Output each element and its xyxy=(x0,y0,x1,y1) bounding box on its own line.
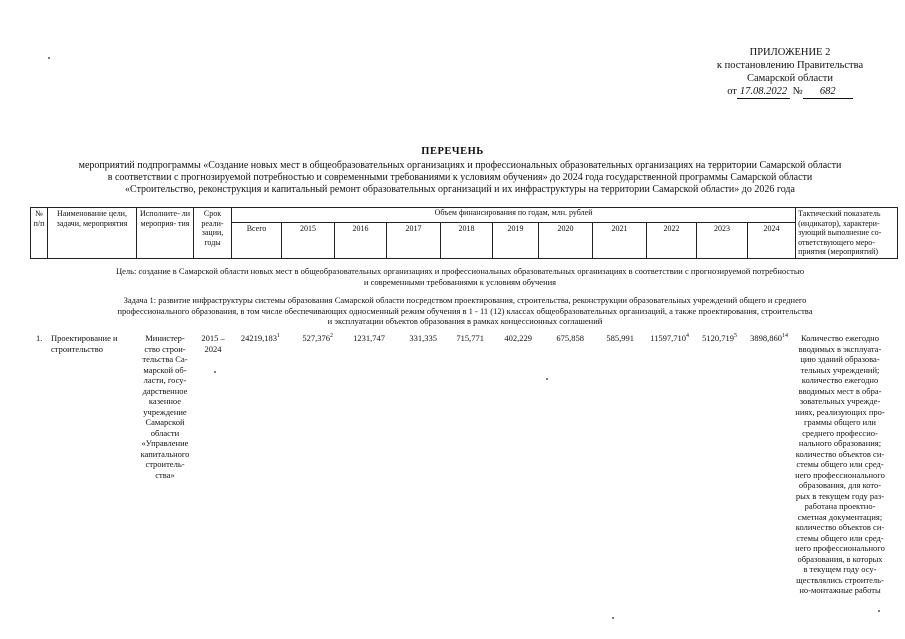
header-indicator: Тактический показатель (индикатор), характери- зующий выполнение со- ответствующего меро- приятия (мероприятий) xyxy=(796,208,898,259)
executor-line: строитель- xyxy=(145,459,185,469)
task-line-2: профессионального образования, в том числе обеспечивающих односменный режим обучения в 1 - 11 (12) классах общеобразовательных организаций, а также проектирования, строительства xyxy=(117,305,813,316)
header-col-year: 2020 xyxy=(539,222,593,258)
row-number: 1. xyxy=(36,333,43,343)
annex-date-line xyxy=(705,85,875,99)
number-prefix: № xyxy=(792,86,803,97)
goal-line-1: Цель: создание в Самарской области новых мест в общеобразовательных организациях и профессиональных образовательных организациях в соответствии с прогнозируемой потребностью xyxy=(115,266,805,276)
document-title: ПЕРЕЧЕНЬ xyxy=(421,146,484,157)
indicator-line: граммы общего или xyxy=(804,417,876,427)
value-2021: 585,991 xyxy=(606,333,634,343)
executor-line: «Управление xyxy=(141,438,189,448)
header-term: Срок реали- зации, годы xyxy=(194,208,232,259)
indicator-line: нального образования; xyxy=(798,438,882,448)
scan-speck xyxy=(214,371,216,373)
indicator-line: количество ежегодно xyxy=(801,375,879,385)
header-col-year: 2017 xyxy=(387,222,441,258)
value-2018: 715,771 xyxy=(456,333,484,343)
row-activity-name: Проектирование и строительство xyxy=(51,333,118,354)
indicator-line: вводимых мест в обра- xyxy=(798,385,882,396)
header-col-year: 2021 xyxy=(593,222,647,258)
header-num: № п/п xyxy=(31,208,48,259)
indicator-line: Количество ежегодно xyxy=(801,333,879,343)
annex-line-3: Самарской области xyxy=(747,73,833,84)
indicator-line: ниях, реализующих про- xyxy=(795,406,885,417)
annex-line-2: к постановлению Правительства xyxy=(716,60,864,71)
executor-line: капитального xyxy=(140,448,190,459)
handwritten-number: 682 xyxy=(803,85,853,99)
goal-statement xyxy=(60,266,860,287)
header-col-year: 2023 xyxy=(697,222,748,258)
header-table xyxy=(30,207,898,259)
value-2017: 331,335 xyxy=(409,333,437,343)
indicator-line: в текущем году осу- xyxy=(803,564,877,574)
indicator-line: образования, в которых xyxy=(797,553,883,564)
value-2015: 527,376$^2$ xyxy=(302,333,333,343)
header-col-year: 2024 xyxy=(748,222,796,258)
value-2020: 675,858 xyxy=(556,333,584,343)
term-line: 2024 xyxy=(204,343,222,354)
scan-speck xyxy=(612,617,614,619)
executor-line: Министер- xyxy=(145,333,185,343)
indicator-line: но-монтажные работы xyxy=(799,585,881,595)
indicator-line: сметная документация; xyxy=(797,511,883,522)
executor-line: ласти, госу- xyxy=(143,375,187,385)
executor-line: марской об- xyxy=(143,364,187,375)
annex-title: ПРИЛОЖЕНИЕ 2 xyxy=(749,47,831,58)
header-col-year: 2018 xyxy=(441,222,493,258)
indicator-line: стемы общего или сред- xyxy=(796,459,884,469)
subtitle-line-2: в соответствии с прогнозируемой потребностью и современными требованиями к условиям обучения» до 2024 года государственной программы Самарской области xyxy=(107,172,813,183)
value-2019: 402,229 xyxy=(504,333,532,343)
handwritten-date: 17.08.2022 xyxy=(737,85,790,99)
scan-speck xyxy=(48,57,50,59)
header-executor: Исполните- ли мероприя- тия xyxy=(137,208,194,259)
executor-line: казенное xyxy=(148,396,182,406)
annex-block xyxy=(705,46,875,99)
indicator-line: него профессионального xyxy=(795,469,885,480)
indicator-line: цию зданий образова- xyxy=(800,354,880,364)
row-indicator xyxy=(787,333,893,596)
indicator-line: образования, для кото- xyxy=(798,480,882,490)
header-col-year: 2019 xyxy=(493,222,539,258)
indicator-line: зовательных учрежде- xyxy=(799,396,881,406)
indicator-line: тельных учреждений; xyxy=(800,364,880,375)
value-2023: 5120,719$^5$ xyxy=(702,333,737,343)
scan-speck xyxy=(546,378,548,380)
subtitle-line-3: «Строительство, реконструкция и капитальный ремонт образовательных организаций и их инфраструктуры на территории Самарской области» до 2026 года xyxy=(125,184,795,195)
indicator-line: стемы общего или сред- xyxy=(796,532,884,543)
executor-line: тельства Са- xyxy=(142,354,188,364)
indicator-line: ществлялись строитель- xyxy=(796,574,884,585)
indicator-line: среднего профессио- xyxy=(802,427,878,438)
row-term xyxy=(198,333,228,354)
value-total: 24219,183$^1$ xyxy=(240,333,280,343)
executor-line: области xyxy=(150,427,180,438)
indicator-line: рых в текущем году раз- xyxy=(795,490,885,501)
task-statement xyxy=(70,295,860,327)
indicator-line: него профессионального xyxy=(795,543,885,553)
executor-line: ства» xyxy=(155,469,175,480)
header-col-year: 2015 xyxy=(282,222,335,258)
header-funding: Объем финансирования по годам, млн. рублей xyxy=(232,208,796,223)
row-executor xyxy=(136,333,194,480)
header-col-year: 2016 xyxy=(335,222,387,258)
header-col-year: 2022 xyxy=(647,222,697,258)
task-line-3: и эксплуатации объектов образования в рамках концессионных соглашений xyxy=(327,316,603,326)
executor-line: Самарской xyxy=(145,417,185,427)
executor-line: учреждение xyxy=(143,406,187,417)
goal-line-2: и современными требованиями к условиям обучения xyxy=(363,276,557,287)
value-2022: 11597,710$^4$ xyxy=(650,333,689,343)
header-col-total: Всего xyxy=(232,222,282,258)
value-2024: 3898,860$^{14}$ xyxy=(750,333,788,343)
term-line: 2015 – xyxy=(201,333,225,343)
indicator-line: количество объектов си- xyxy=(795,522,885,532)
scan-speck xyxy=(878,610,880,612)
document-subtitle xyxy=(40,160,880,196)
value-2016: 1231,747 xyxy=(353,333,385,343)
task-line-1: Задача 1: развитие инфраструктуры системы образования Самарской области посредством проектирования, строительства, реконструкции образовательных учреждений общего и среднего xyxy=(123,295,807,305)
indicator-line: работана проектно- xyxy=(804,501,876,511)
date-prefix: от xyxy=(727,86,737,97)
indicator-line: вводимых в эксплуата- xyxy=(798,343,882,354)
indicator-line: количество объектов си- xyxy=(795,448,885,459)
header-name: Наименование цели, задачи, мероприятия xyxy=(48,208,137,259)
executor-line: дарственное xyxy=(142,385,188,396)
subtitle-line-1: мероприятий подпрограммы «Создание новых мест в общеобразовательных организациях и профессиональных образовательных организациях на территории Самарской области xyxy=(78,160,842,171)
executor-line: ство строи- xyxy=(144,343,186,354)
